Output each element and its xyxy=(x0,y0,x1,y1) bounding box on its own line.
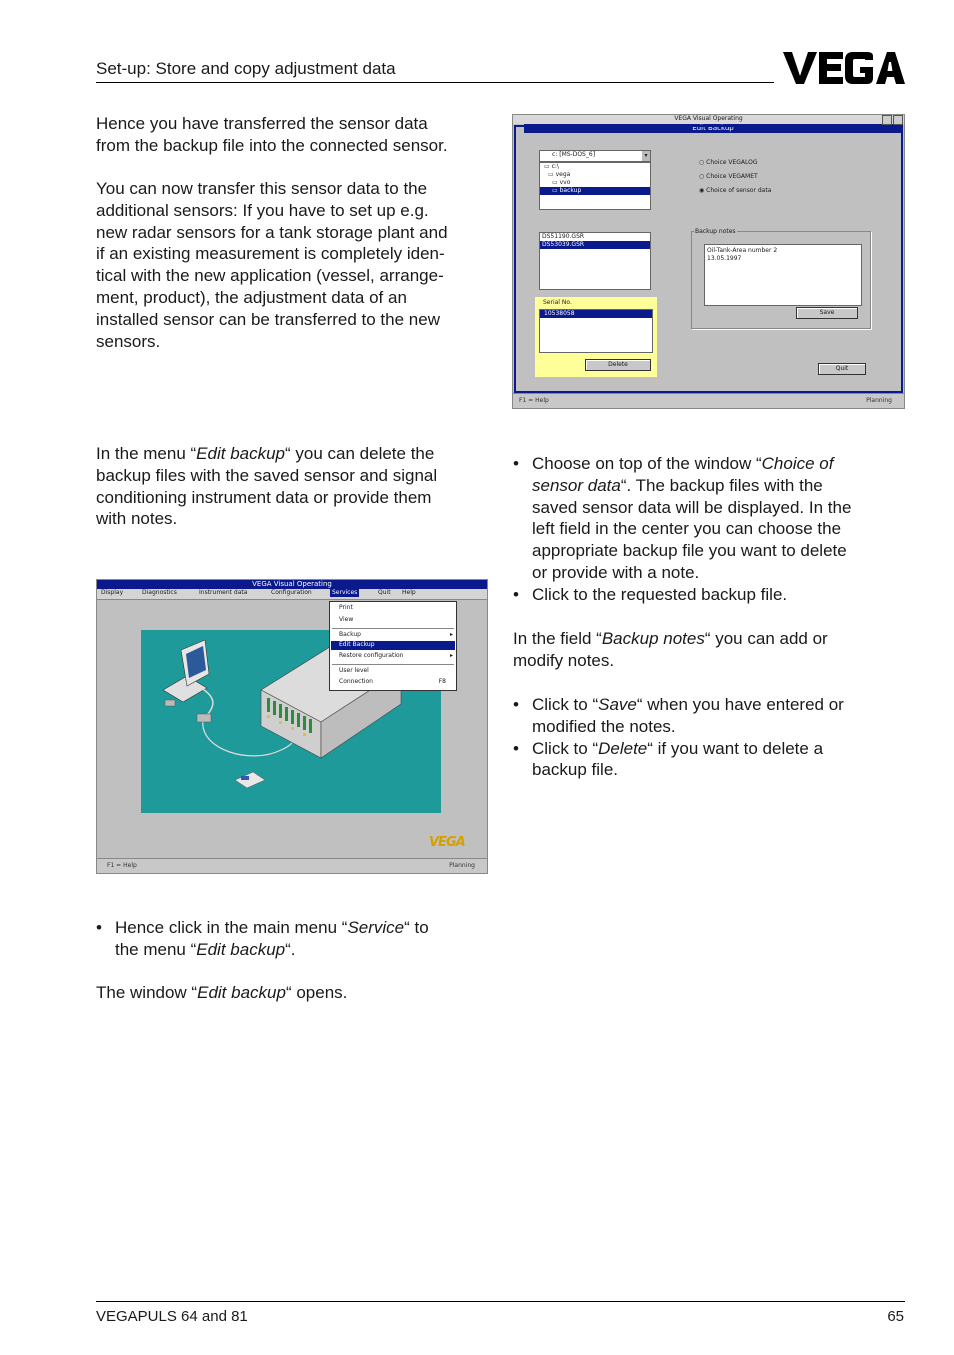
edit-status-mode: Planning xyxy=(866,397,892,404)
bullet-click-file: • Click to the requested backup file. xyxy=(513,584,903,606)
main-vega-logo: VEGA xyxy=(429,835,465,850)
folder-icon: ▭ xyxy=(552,179,558,186)
dropdown-user-level[interactable]: User level xyxy=(339,667,369,674)
dropdown-restore-configuration[interactable]: Restore configuration xyxy=(339,652,404,659)
bullet-save: • Click to “Save“ when you have entered or modified the notes. xyxy=(513,694,903,738)
drive-select[interactable]: c: [MS-DOS_6] ▾ xyxy=(539,150,651,162)
menu-quit[interactable]: Quit xyxy=(378,589,391,596)
serial-panel xyxy=(535,297,657,377)
transfer-paragraph: You can now transfer this sensor data to the additional sensors: If you have to set up e.g. new radar sensors for a tank storage plant and if an existing measurement is completely iden- tical with the new application (vessel, arrange- ment, product), the adjustment data of an installed sensor can be transferred to the new sensors. xyxy=(96,179,448,351)
menu-services[interactable]: Services xyxy=(332,589,358,596)
main-status-mode: Planning xyxy=(449,862,475,869)
vega-logo xyxy=(783,50,905,86)
dropdown-restore-arrow: ▸ xyxy=(449,652,453,659)
header-rule xyxy=(96,82,774,83)
edit-backup-screenshot xyxy=(512,114,905,409)
header-title: Set-up: Store and copy adjustment data xyxy=(96,59,396,78)
title-bar: VEGA Visual Operating xyxy=(97,580,487,589)
folder-item-vega[interactable]: ▭ vega xyxy=(548,171,571,178)
bullet-delete: • Click to “Delete“ if you want to delete a backup file. xyxy=(513,738,903,782)
dialog-title-bar: Edit Backup xyxy=(524,124,902,133)
choice-radio-group xyxy=(699,159,771,195)
menu-bar xyxy=(97,589,487,600)
radio-choice-vegalog[interactable]: ○ Choice VEGALOG xyxy=(699,159,758,166)
app-title-bar: VEGA Visual Operating xyxy=(513,115,904,124)
edit-status-help: F1 = Help xyxy=(519,397,549,404)
quit-button[interactable]: Quit xyxy=(818,363,866,375)
right-bullets-b xyxy=(513,694,903,781)
backup-file-list[interactable] xyxy=(539,232,651,290)
dropdown-view[interactable]: View xyxy=(339,616,354,623)
dropdown-backup-arrow: ▸ xyxy=(449,631,453,638)
dropdown-edit-backup[interactable]: Edit Backup xyxy=(331,641,455,650)
file-item[interactable]: DS51190.GSR xyxy=(542,233,585,240)
main-status-bar xyxy=(97,858,487,873)
serial-list[interactable] xyxy=(539,309,653,353)
radio-choice-sensor-data[interactable]: ◉ Choice of sensor data xyxy=(699,187,772,194)
backup-notes-label: Backup notes xyxy=(695,228,736,235)
maximize-icon[interactable] xyxy=(893,115,903,125)
dropdown-print[interactable]: Print xyxy=(339,604,353,611)
dropdown-backup[interactable]: Backup xyxy=(339,631,361,638)
backup-notes-textarea[interactable]: Oil-Tank-Area number 2 13.05.1997 xyxy=(704,244,862,306)
folder-item-root[interactable]: ▭ c:\ xyxy=(544,163,559,170)
menu-configuration[interactable]: Configuration xyxy=(271,589,312,596)
main-status-help: F1 = Help xyxy=(107,862,137,869)
folder-icon: ▭ xyxy=(544,163,550,170)
backup-notes-group xyxy=(691,228,871,329)
folder-icon: ▭ xyxy=(552,187,558,194)
save-button[interactable]: Save xyxy=(796,307,858,319)
menu-instrument-data[interactable]: Instrument data xyxy=(199,589,248,596)
footer-rule xyxy=(96,1301,905,1302)
serial-item-selected[interactable]: 10538058 xyxy=(540,310,652,318)
minimize-icon[interactable] xyxy=(882,115,892,125)
folder-icon: ▭ xyxy=(548,171,554,178)
chevron-down-icon: ▾ xyxy=(642,151,650,161)
main-window-screenshot xyxy=(96,579,488,874)
dropdown-connection-shortcut: F8 xyxy=(438,678,446,685)
page-number: 65 xyxy=(887,1308,904,1325)
menu-diagnostics[interactable]: Diagnostics xyxy=(142,589,177,596)
right-bullets-a xyxy=(513,453,903,606)
bullet-service-menu: • Hence click in the main menu “Service“ to the menu “Edit backup“. xyxy=(96,917,496,961)
delete-button[interactable]: Delete xyxy=(585,359,651,371)
menu-help[interactable]: Help xyxy=(402,589,416,596)
window-opens-paragraph: The window “Edit backup“ opens. xyxy=(96,983,348,1002)
menu-display[interactable]: Display xyxy=(101,589,124,596)
edit-status-bar xyxy=(513,393,904,408)
folder-item-vvo[interactable]: ▭ vvo xyxy=(552,179,571,186)
left-bullets xyxy=(96,917,496,961)
services-dropdown xyxy=(329,601,457,691)
intro-paragraph: Hence you have transferred the sensor data from the backup file into the connected sensor. xyxy=(96,114,448,155)
file-item-selected[interactable]: DS53039.GSR xyxy=(540,241,650,249)
folder-item-backup[interactable]: ▭ backup xyxy=(540,187,650,195)
dropdown-divider-2 xyxy=(332,664,454,665)
dropdown-connection[interactable]: Connection xyxy=(339,678,373,685)
footer-product: VEGAPULS 64 and 81 xyxy=(96,1308,248,1325)
edit-backup-menu-paragraph: In the menu “Edit backup“ you can delete the backup files with the saved sensor and signal conditioning instrument data or provide them with notes. xyxy=(96,444,438,529)
backup-notes-paragraph: In the field “Backup notes“ you can add or modify notes. xyxy=(513,629,828,670)
bullet-choose-sensor-data: • Choose on top of the window “Choice of sensor data“. The backup files with the saved sensor data will be displayed. In the left field in the center you can choose the appropriate backup file you want to delete or provide with a note. xyxy=(513,453,903,584)
folder-list[interactable] xyxy=(539,162,651,210)
radio-choice-vegamet[interactable]: ○ Choice VEGAMET xyxy=(699,173,758,180)
dropdown-divider-1 xyxy=(332,628,454,629)
serial-label: Serial No. xyxy=(543,299,572,306)
